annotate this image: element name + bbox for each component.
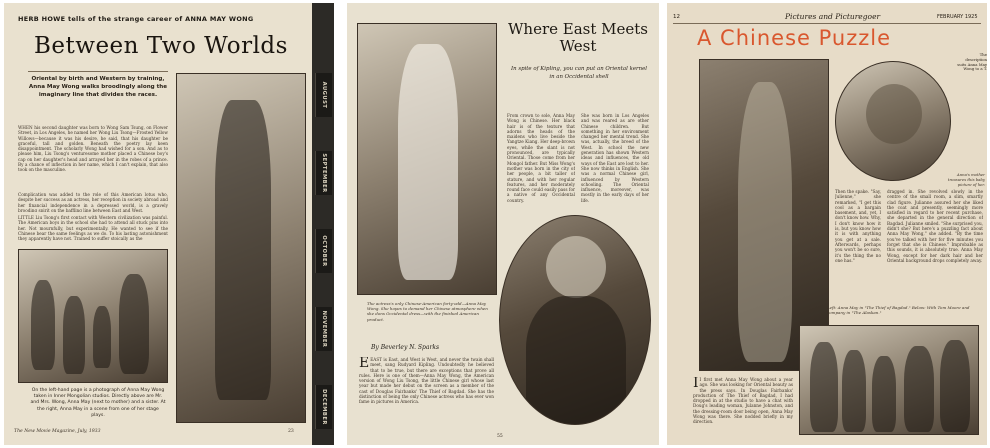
tab-november: NOVEMBER — [315, 307, 332, 351]
tab-september: SEPTEMBER — [315, 151, 332, 195]
group-scene-photo — [799, 325, 979, 435]
drop-cap: I — [693, 377, 699, 391]
kicker-line: HERB HOWE tells of the strange career of ANNA MAY WONG — [18, 15, 254, 23]
body-column-right: dragged in. She revolved slowly in the centre of the small room, a slim, smartly clad figure. Julianne assured her she liked the coat and presently, seemingly more satisfied in regard to her recent purchase, she departed in the general direction of Bagdad. Julianne smiled. "She surprised you, didn't she? But here's a puzzling fact about Anna May Wong," she added. "By the time you've talked with her for five minutes you forget that she is Chinese." Improbable as this sounds, it is absolutely true. Anna May Wong, except for her dark hair and her Oriental background drops completely away. — [887, 189, 983, 263]
body-column-top-right: She was born in Los Angeles and was reared as are other Chinese children. But something in her environment changed her mental trend. She was, actually, the breed of the West. In school the new generation has shown Western ideas and influences, the old ways of the East are lost to her. She now thinks in English. She was a normal Chinese girl, influenced by Western schooling. The Oriental influence, moreover, was mostly in the early days of her life. — [581, 113, 649, 203]
body-paragraph-opening: EEAST is East, and West is West, and never the twain shall meet, sang Rudyard Kipling. Undoubtedly he believed that to be true, but there are exceptions that prove all rules. Here is one of them—Anna May Wong, the American version of Wong Liu Tsong, the little Chinese girl whose last year but made her debut on the screen as a member of the cast of Douglas Fairbanks' The Thief of Bagdad. She has the distinction of being the only Chinese actress who has ever won fame in pictures in America. — [359, 357, 494, 405]
oval-portrait-photo — [499, 215, 651, 425]
body-paragraph-2: Complication was added to the role of this American lotus who, despite her success as an actress, her reception in society abroad and her financial independence in a depressed world, is a gravely brooding spirit on the baffling line between East and West. — [18, 192, 168, 212]
tab-august: AUGUST — [315, 73, 332, 117]
body-paragraph-bottom: I I first met Anna May Wong about a year ago. She was looking for Oriental beauty as the press says. In Douglas Fairbanks' production of The Thief of Bagdad, I had dropped in at the studio to have a chat with Doug's leading woman, Julanne Johnston, and the dressing-room door being open, Anna May Wong was there. She nodded briefly in my direction. — [693, 377, 793, 425]
magazine-page-a-chinese-puzzle — [667, 3, 987, 445]
photo-caption: Left: Anna May in "The Thief of Bagdad." Below: With Tom Moore and company in "The Alaskan." — [827, 305, 970, 316]
body-column-top-left: From crown to sole, Anna May Wong is Chinese. Her black hair is of the texture that adorns the heads of the maidens who live beside the Yangtze Kiang. Her deep-brown eyes, while the slant is not pronounced, are typically Oriental. Those come from her Mongol father. But Miss Wong's mother was born in the city of her people, a bit taller of stature, and with her regular features, and her moderately round face could easily pass for a native of any Occidental country. — [507, 113, 575, 203]
baby-portrait-photo — [835, 61, 951, 181]
photo-caption: On the left-hand page is a photograph of Anna May Wong taken in Inner Mongolian studios. Directly above are Mr. and Mrs. Wong, Anna May (next to mother) and a sister. At the right, Anna May in a scene from one of her stage plays. — [30, 388, 166, 418]
magazine-page-where-east-meets-west — [347, 3, 659, 445]
article-title: Where East Meets West — [508, 20, 648, 55]
page-number: 55 — [497, 434, 503, 439]
page-footer-publication: The New Movie Magazine, July, 1933 — [14, 429, 101, 434]
article-title: A Chinese Puzzle — [697, 26, 892, 50]
body-column-left: Then the spake. "Say, Julienne," she remarked, "I get this cool as a bargain basement, and, yet, I don't know how. Why, I don't know how it is, but you know how it is with anything you get at a sale. Afterwards, perhaps you won't be so sure, it's the thing the no one has." — [835, 189, 881, 263]
page-number: 12 — [673, 14, 680, 20]
header-rule — [673, 23, 981, 24]
month-index-tabs — [312, 3, 334, 445]
issue-date: FEBRUARY 1925 — [937, 14, 978, 20]
divider — [28, 71, 168, 72]
tab-october: OCTOBER — [315, 229, 332, 273]
suit-portrait-photo — [357, 23, 497, 295]
side-note: The description suits Anna May Wong to a T. — [957, 52, 987, 72]
byline: By Beverley N. Sparks — [371, 344, 440, 351]
tab-december: DECEMBER — [315, 385, 332, 429]
article-deck: Oriental by birth and Western by training, Anna May Wong walks broodingly along the imaginary line that divides the races. — [28, 76, 168, 98]
page-number: 23 — [288, 429, 294, 434]
body-paragraph-1: WHEN his second daughter was born to Wong Sam Tsung, on Flower Street, in Los Angeles, he named her Wong Liu Tsong—Frosted Yellow Willows—because it was his desire, he said, that his daughter be graceful, tall and golden. Beneath the poetry lay keen disappointment. The scholarly Wong had wished for a son. And as to please him, Liu Tsong's venturesome mother placed a Chinese boy's cap on her daughter's head and arrayed her in the robes of a prince. By a chance of inflection in her name, which I can't explain, that also took on the masculine. — [18, 125, 168, 173]
family-photo — [18, 249, 168, 383]
body-paragraph-3: LITTLE Liu Tsong's first contact with Western civilization was painful. The American boys in the school she had to attend all stuck pins into her. Not mournfully, but experimentally. He wanted to see if the Chinese bear the same feelings as we do. To his lasting astonishment they apparently have not. Trained to suffer stoically as the — [18, 215, 168, 242]
article-title: Between Two Worlds — [34, 33, 288, 59]
article-deck: In spite of Kipling, you can put an Oriental kernel in an Occidental shell — [511, 66, 647, 80]
magazine-page-between-two-worlds — [4, 3, 334, 445]
drop-cap: E — [359, 357, 370, 371]
baby-photo-caption: Anna's mother treasures this baby picture of her. — [947, 172, 985, 187]
photo-caption: The actress's only Chinese-American forty-odd—Anna May Wong. She hopes to demand her Chinese atmosphere when she dons Occidental dress—with the finished American product. — [367, 301, 488, 322]
dancer-photo — [176, 73, 306, 423]
masthead: Pictures and Picturegoer — [785, 12, 881, 21]
